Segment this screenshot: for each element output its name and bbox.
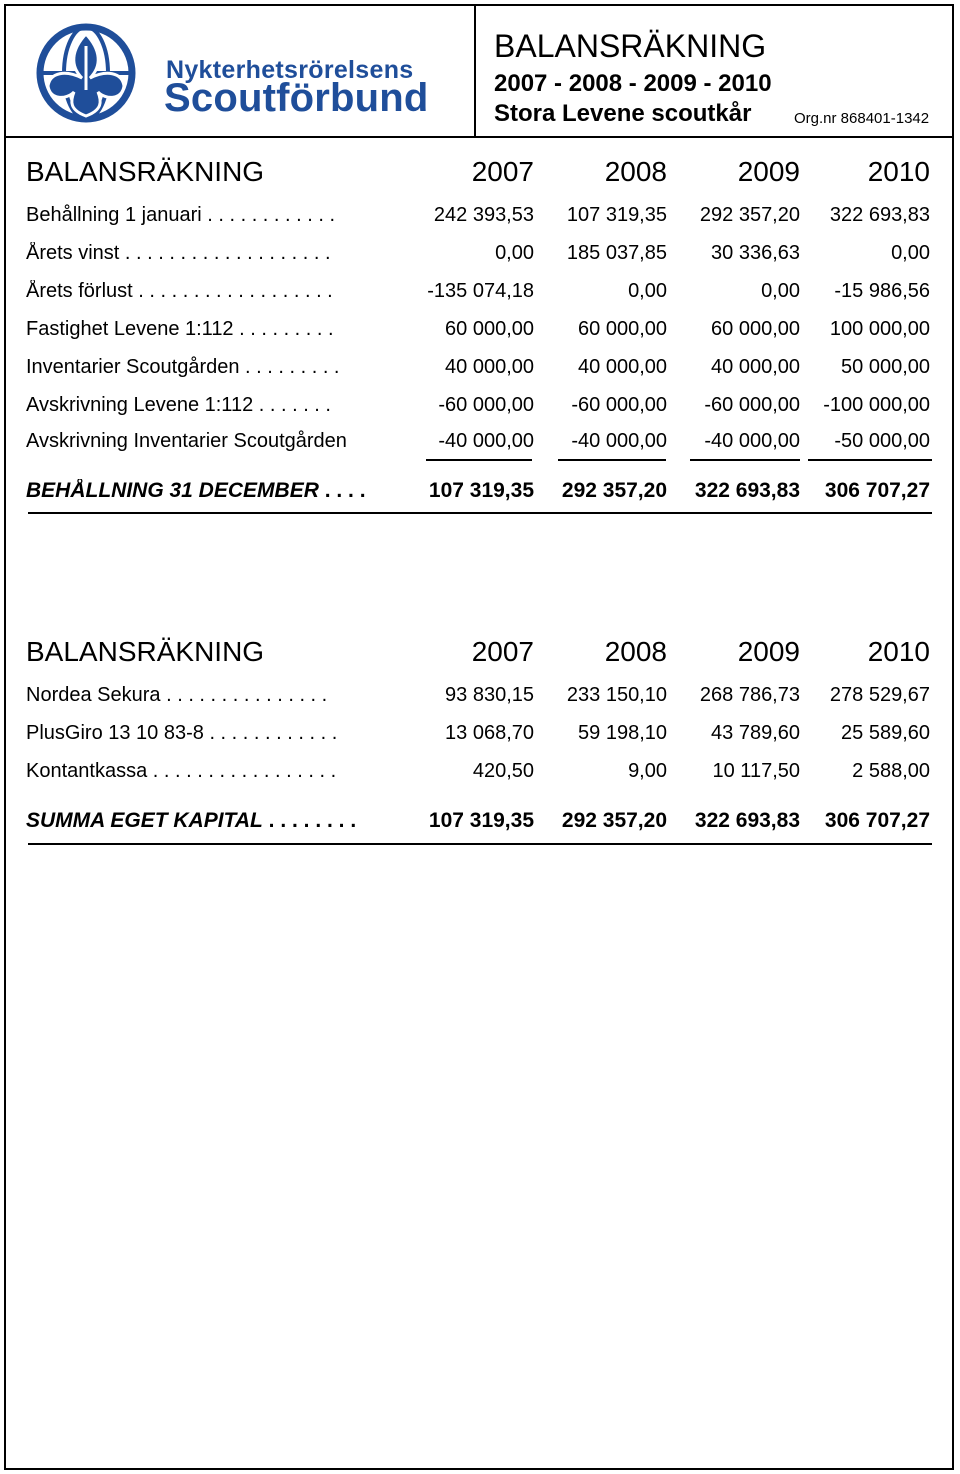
- row-value: 60 000,00: [578, 318, 667, 340]
- sum-underline: [558, 459, 666, 461]
- row-value: 0,00: [495, 242, 534, 264]
- table-row: [26, 760, 930, 796]
- section1-year-2007: 2007: [471, 156, 534, 187]
- sum-underline: [426, 459, 532, 461]
- table-row: [26, 204, 930, 240]
- row-label-text: Avskrivning Inventarier Scoutgården: [26, 430, 347, 452]
- row-value: 40 000,00: [711, 356, 800, 378]
- row-value: -40 000,00: [704, 430, 800, 452]
- section1-title: BALANSRÄKNING: [26, 156, 265, 187]
- row-value: 0,00: [891, 242, 930, 264]
- row-label: [26, 242, 388, 265]
- row-label-text: Nordea Sekura: [26, 684, 161, 706]
- row-value: 242 393,53: [433, 204, 534, 226]
- row-label: [26, 479, 388, 503]
- row-value: 306 707,27: [824, 809, 930, 832]
- total-underline: [28, 512, 932, 514]
- row-value: 107 319,35: [428, 809, 534, 832]
- row-value: 322 693,83: [694, 809, 800, 832]
- leader-dots: . . . . . . . . . . . . . . .: [160, 684, 328, 706]
- row-value: 9,00: [628, 760, 667, 782]
- row-value: 40 000,00: [445, 356, 534, 378]
- document-title: BALANSRÄKNING: [494, 28, 767, 64]
- row-value: 107 319,35: [566, 204, 667, 226]
- total-row: [26, 809, 930, 845]
- section2-header: [26, 636, 930, 672]
- section1-year-2008: 2008: [604, 156, 667, 187]
- row-label-text: SUMMA EGET KAPITAL: [26, 809, 263, 832]
- sum-underline: [808, 459, 932, 461]
- row-label: [26, 394, 388, 417]
- row-value: 13 068,70: [445, 722, 534, 744]
- row-value: 306 707,27: [824, 479, 930, 502]
- table-row: [26, 318, 930, 354]
- row-label-text: PlusGiro 13 10 83-8: [26, 722, 204, 744]
- row-value: -50 000,00: [834, 430, 930, 452]
- logo: [6, 6, 476, 136]
- leader-dots: . . . . . . . . . . . .: [201, 204, 336, 226]
- row-label-text: Kontantkassa: [26, 760, 148, 782]
- row-label: [26, 760, 388, 783]
- section2-year-2010: 2010: [867, 636, 930, 667]
- row-value: 185 037,85: [566, 242, 667, 264]
- club-name: Stora Levene scoutkår: [494, 100, 752, 127]
- logo-text-main: Scoutförbund: [164, 76, 429, 120]
- table-row: [26, 356, 930, 392]
- row-value: 60 000,00: [711, 318, 800, 340]
- row-label-text: Inventarier Scoutgården: [26, 356, 240, 378]
- scout-lily-emblem-icon: [26, 20, 156, 126]
- row-value: 100 000,00: [829, 318, 930, 340]
- row-value: 50 000,00: [841, 356, 930, 378]
- row-value: 25 589,60: [841, 722, 930, 744]
- table-row: [26, 280, 930, 316]
- row-value: 10 117,50: [712, 760, 800, 782]
- row-value: 93 830,15: [445, 684, 534, 706]
- section2-year-2009: 2009: [737, 636, 800, 667]
- row-value: 278 529,67: [829, 684, 930, 706]
- table-row: [26, 684, 930, 720]
- row-value: -40 000,00: [571, 430, 667, 452]
- row-value: -40 000,00: [438, 430, 534, 452]
- row-value: 107 319,35: [428, 479, 534, 502]
- document-years: 2007 - 2008 - 2009 - 2010: [494, 70, 772, 97]
- row-label: [26, 684, 388, 707]
- leader-dots: . . . . . . . . .: [233, 318, 334, 340]
- logo-text-top: Nykterhetsrörelsens: [166, 56, 414, 84]
- row-value: 420,50: [472, 760, 534, 782]
- row-value: 268 786,73: [699, 684, 800, 706]
- leader-dots: . . . . . . . . . . . .: [203, 722, 338, 744]
- row-value: 233 150,10: [566, 684, 667, 706]
- row-value: 60 000,00: [445, 318, 534, 340]
- row-label: [26, 280, 388, 303]
- org-number: Org.nr 868401-1342: [794, 110, 930, 127]
- section1-header: [26, 156, 930, 192]
- row-value: 292 357,20: [561, 479, 667, 502]
- row-value: 43 789,60: [711, 722, 800, 744]
- row-label: [26, 356, 388, 379]
- total-underline: [28, 843, 932, 845]
- row-label-text: Årets vinst: [26, 242, 120, 264]
- row-value: 292 357,20: [699, 204, 800, 226]
- row-label-text: Avskrivning Levene 1:112: [26, 394, 254, 416]
- row-value: -60 000,00: [438, 394, 534, 416]
- row-value: 322 693,83: [694, 479, 800, 502]
- table-row: [26, 394, 930, 430]
- row-label: [26, 809, 388, 833]
- leader-dots: . . . . . . . .: [262, 809, 357, 832]
- row-value: 0,00: [628, 280, 667, 302]
- leader-dots: . . . . . . .: [253, 394, 331, 416]
- section2-year-2007: 2007: [471, 636, 534, 667]
- row-value: 292 357,20: [561, 809, 667, 832]
- row-value: 2 588,00: [852, 760, 930, 782]
- row-value: -60 000,00: [704, 394, 800, 416]
- row-value: 30 336,63: [711, 242, 800, 264]
- row-value: 59 198,10: [578, 722, 667, 744]
- leader-dots: . . . . . . . . .: [239, 356, 340, 378]
- row-value: -60 000,00: [571, 394, 667, 416]
- row-label: [26, 318, 388, 341]
- row-label-text: BEHÅLLNING 31 DECEMBER: [26, 479, 319, 502]
- sum-underline: [690, 459, 800, 461]
- row-value: 40 000,00: [578, 356, 667, 378]
- row-value: 0,00: [761, 280, 800, 302]
- leader-dots: . . . . . . . . . . . . . . . . . .: [132, 280, 333, 302]
- row-label-text: Behållning 1 januari: [26, 204, 202, 226]
- leader-dots: . . . .: [318, 479, 366, 502]
- table-row: [26, 722, 930, 758]
- section2-year-2008: 2008: [604, 636, 667, 667]
- header: [6, 6, 952, 138]
- row-label: [26, 204, 388, 227]
- row-label: [26, 430, 388, 453]
- row-label: [26, 722, 388, 745]
- section1-year-2009: 2009: [737, 156, 800, 187]
- row-label-text: Fastighet Levene 1:112: [26, 318, 234, 340]
- section2-title: BALANSRÄKNING: [26, 636, 265, 667]
- leader-dots: . . . . . . . . . . . . . . . . . . .: [119, 242, 331, 264]
- row-value: -100 000,00: [823, 394, 930, 416]
- row-value: -135 074,18: [427, 280, 534, 302]
- leader-dots: . . . . . . . . . . . . . . . . .: [147, 760, 337, 782]
- total-row: [26, 479, 930, 515]
- row-value: 322 693,83: [829, 204, 930, 226]
- row-label-text: Årets förlust: [26, 280, 133, 302]
- table-row: [26, 242, 930, 278]
- row-value: -15 986,56: [834, 280, 930, 302]
- section1-year-2010: 2010: [867, 156, 930, 187]
